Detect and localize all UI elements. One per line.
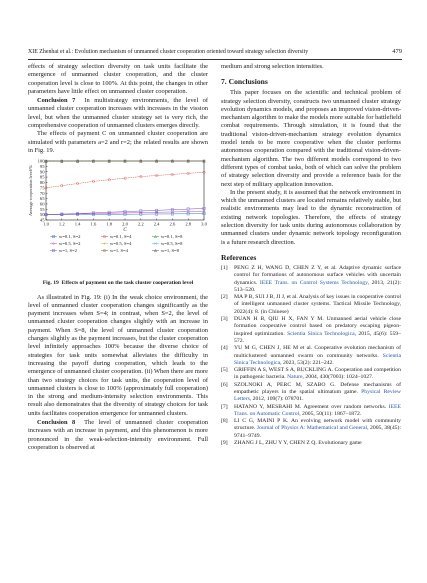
reference-link[interactable]: Physical Review Letters: [234, 388, 401, 403]
paragraph: As illustrated in Fig. 19: (i) In the weak choice environment, the level of unmanned cluster cooperation changes significantly as the payment increases when S=4; in contrast, when S=2, the level of unmanned cluster cooperation changes slightly with an increase in payment. When S=8, the level of unmanned cluster cooperation changes slightly as the payment increases, but the cluster cooperation level infinitely approaches 100% because the diverse choice of strategies for task units somewhat alleviates the difficulty in increasing the payoff during cooperation, which leads to the emergence of unmanned cluster cooperation. (ii) When there are more than two strategy choices for task units, the cooperation level of unmanned clusters is close to 100% (approximately full cooperation) in the strong and medium-intensity selection environments. This result also demonstrates that the diversity of strategy choices for task units facilitates cooperation emergence for unmanned clusters.: [28, 293, 208, 417]
x-tick-label: 2.0: [122, 221, 128, 227]
reference-item: [9] ZHANG J L, ZHU Y Y, CHEN Z Q. Evolutionary game: [221, 440, 362, 447]
figure-19: [28, 158, 208, 276]
conclusion-text: In multistrategy environments, the level of unmanned cluster cooperation increases with increases in the vission level, but when the unmanned cluster strategy set is very rich, the comprehensive cooperation of unmanned clusters emerges directly.: [28, 97, 209, 130]
running-header: [28, 47, 402, 60]
x-tick-label: 2.4: [153, 221, 160, 227]
paragraph: This paper focuses on the scientific and technical problem of strategy selection diversity, constructs two unmanned cluster strategy evolution dynamics models, and proposes an improved vision-driven-mechanism algorithm to make the models more suitable for battlefield combat requirements. Through simulation, it is found that the traditional vision-driven-mechanism strategy evolution dynamics model tends to be more cooperative when the cluster performs autonomous cooperation compared with the traditional vision-driven-mechanism algorithm. The two different models correspond to two different types of combat tasks, both of which can solve the problem of strategy selection diversity and provide a reference basis for the next step of military application innovation.: [221, 89, 401, 188]
y-tick-label: 80: [39, 180, 45, 186]
reference-list: [221, 265, 401, 447]
y-axis-label: Average cooperation level/%: [28, 165, 33, 217]
y-tick-label: 90: [39, 169, 45, 175]
reference-item: [2] MA P B, SUI J B, JI J, et al. Analysis of key issues in cooperative control of intelligent unmanned cluster systems. Tactical Missile Technology, 2022(4): 8. (in Chinese): [221, 294, 401, 315]
reference-link[interactable]: IEEE Trans. on Automatic Control: [234, 403, 401, 417]
reference-item: [4] YU M G, CHEN J, HE M et al. Cooperative evolution mechanism of multiclustered unmanned swarm on community networks. Scientia Sinica Technologica, 2023, 53(2): 221–242.: [221, 345, 401, 366]
legend-label: w=1, S=8: [161, 248, 179, 254]
page-number: 479: [392, 48, 402, 55]
legend-label: w=0.5, S=2: [59, 241, 81, 247]
y-tick-label: 55: [39, 207, 45, 213]
x-tick-label: 2.8: [185, 221, 192, 227]
y-tick-label: 65: [39, 196, 45, 202]
x-axis-label: C: [123, 228, 127, 234]
legend-label: w=0.5, S=4: [110, 241, 132, 247]
y-tick-label: 60: [39, 201, 45, 207]
references-heading: References: [221, 252, 257, 262]
reference-link[interactable]: IEEE Trans. on Control Systems Technology: [259, 279, 368, 286]
series-line: [46, 173, 204, 189]
reference-link[interactable]: Scientia Sinica Technologica: [287, 330, 355, 337]
figure-caption-label: Fig. 19: [42, 280, 59, 287]
x-tick-label: 1.4: [74, 221, 81, 227]
reference-link[interactable]: Nature: [287, 374, 303, 381]
conclusion-label: Conclusion 7: [37, 97, 76, 105]
y-tick-label: 100: [37, 158, 45, 164]
legend-label: w=0.1, S=8: [161, 234, 183, 240]
y-tick-label: 70: [39, 191, 45, 197]
y-tick-label: 75: [39, 185, 45, 191]
y-tick-label: 50: [39, 212, 45, 218]
x-tick-label: 1.8: [106, 221, 113, 227]
conclusion-label: Conclusion 8: [37, 419, 76, 427]
section-heading: 7. Conclusions: [221, 77, 268, 87]
x-tick-label: 2.2: [137, 221, 144, 227]
reference-item: [1] PENG Z H, WANG D, CHEN Z Y, et al. Adaptive dynamic surface control for formations of autonomous surface vehicles with uncertain dynamics. IEEE Trans. on Control Systems Technology, 2013, 21(2): 513–520.: [221, 264, 401, 293]
reference-item: [6] SZOLNOKI A, PERC M, SZABO G. Defense mechanisms of empathetic players in the spatial ultimatum game. Physical Review Letters, 2012, 109(7): 078701.: [221, 381, 401, 403]
figure-caption-text: Effects of payment on the task cluster cooperation level: [61, 280, 194, 287]
reference-item: [5] GRIFFIN A S, WEST S A, BUCKLING A. Cooperation and competition in pathogenic bacteria. Nature, 2004, 430(7003): 1024–1027.: [221, 367, 401, 381]
conclusion-text: The level of unmanned cluster cooperation increases with an increase in payment, and this phenomenon is more pronounced in the weak-selection-intensity environment. Full cooperation is observed at: [28, 419, 208, 451]
x-tick-label: 1.2: [58, 221, 65, 227]
x-tick-label: 1.6: [90, 221, 97, 227]
legend-label: w=0.5, S=8: [161, 241, 183, 247]
x-tick-label: 2.6: [169, 221, 176, 227]
y-tick-label: 45: [39, 217, 45, 223]
paragraph: The effects of payment C on unmanned cluster cooperation are simulated with parameters a=2 and r=2; the related results are shown in Fig. 19.: [28, 130, 208, 154]
conclusion-7: [28, 97, 208, 130]
y-tick-label: 85: [39, 174, 45, 180]
y-tick-label: 95: [39, 164, 45, 170]
x-tick-label: 3.0: [201, 221, 207, 227]
reference-link[interactable]: Journal of Physics A: Mathematical and General: [256, 425, 368, 432]
legend-label: w=1, S=4: [110, 248, 128, 254]
figure-caption: [28, 279, 208, 287]
paragraph: medium and strong selection intensities.: [221, 63, 324, 70]
reference-item: [8] LI C G, MAINI P K. An evolving network model with community structure. Journal of Physics A: Mathematical and General, 2005, 38(45): 9741–9749.: [221, 418, 401, 439]
reference-link[interactable]: Scientia Sinica Technologica: [234, 352, 401, 366]
running-header-title: XIE Zhenhai et al.: Evolution mechanism of unmanned cluster cooperation oriented toward strategy selection diversity: [28, 49, 309, 55]
paragraph: In the present study, it is assumed that the network environment in which the unmanned clusters are located remains relatively stable, but realistic environments may lead to the dynamic reconstruction of existing network topologies. Therefore, the effects of strategy selection diversity for task units during autonomous collaboration by unmanned clusters under dynamic network topology reconfiguration is a future research direction.: [221, 188, 401, 246]
cooperation-chart: [28, 158, 208, 276]
legend-label: w=0.1, S=4: [110, 234, 132, 240]
x-tick-label: 1.0: [43, 221, 49, 227]
plot-frame: [46, 161, 204, 220]
left-column: [28, 63, 208, 452]
paragraph: effects of strategy selection diversity on task units facilitate the emergence of unmanned cluster cooperation, and the cluster cooperation level is close to 100%. At this point, the changes in other parameters have little effect on unmanned cluster cooperation.: [28, 63, 208, 95]
right-column: [221, 63, 401, 447]
conclusion-8: [28, 419, 208, 452]
reference-item: [7] HATANO Y, MESBAHI M. Agreement over random networks. IEEE Trans. on Automatic Control, 2005, 50(11): 1867–1872.: [221, 403, 401, 417]
legend-label: w=1, S=2: [59, 248, 77, 254]
reference-item: [3] DUAN H B, QIU H X, FAN Y M. Unmanned aerial vehicle close formation cooperative control based on predatory escaping pigeon-inspired optimization. Scientia Sinica Technologica, 2015, 45(6): 559–572.: [221, 316, 401, 344]
legend-label: w=0.1, S=2: [59, 234, 81, 240]
legend-marker: [103, 243, 105, 245]
